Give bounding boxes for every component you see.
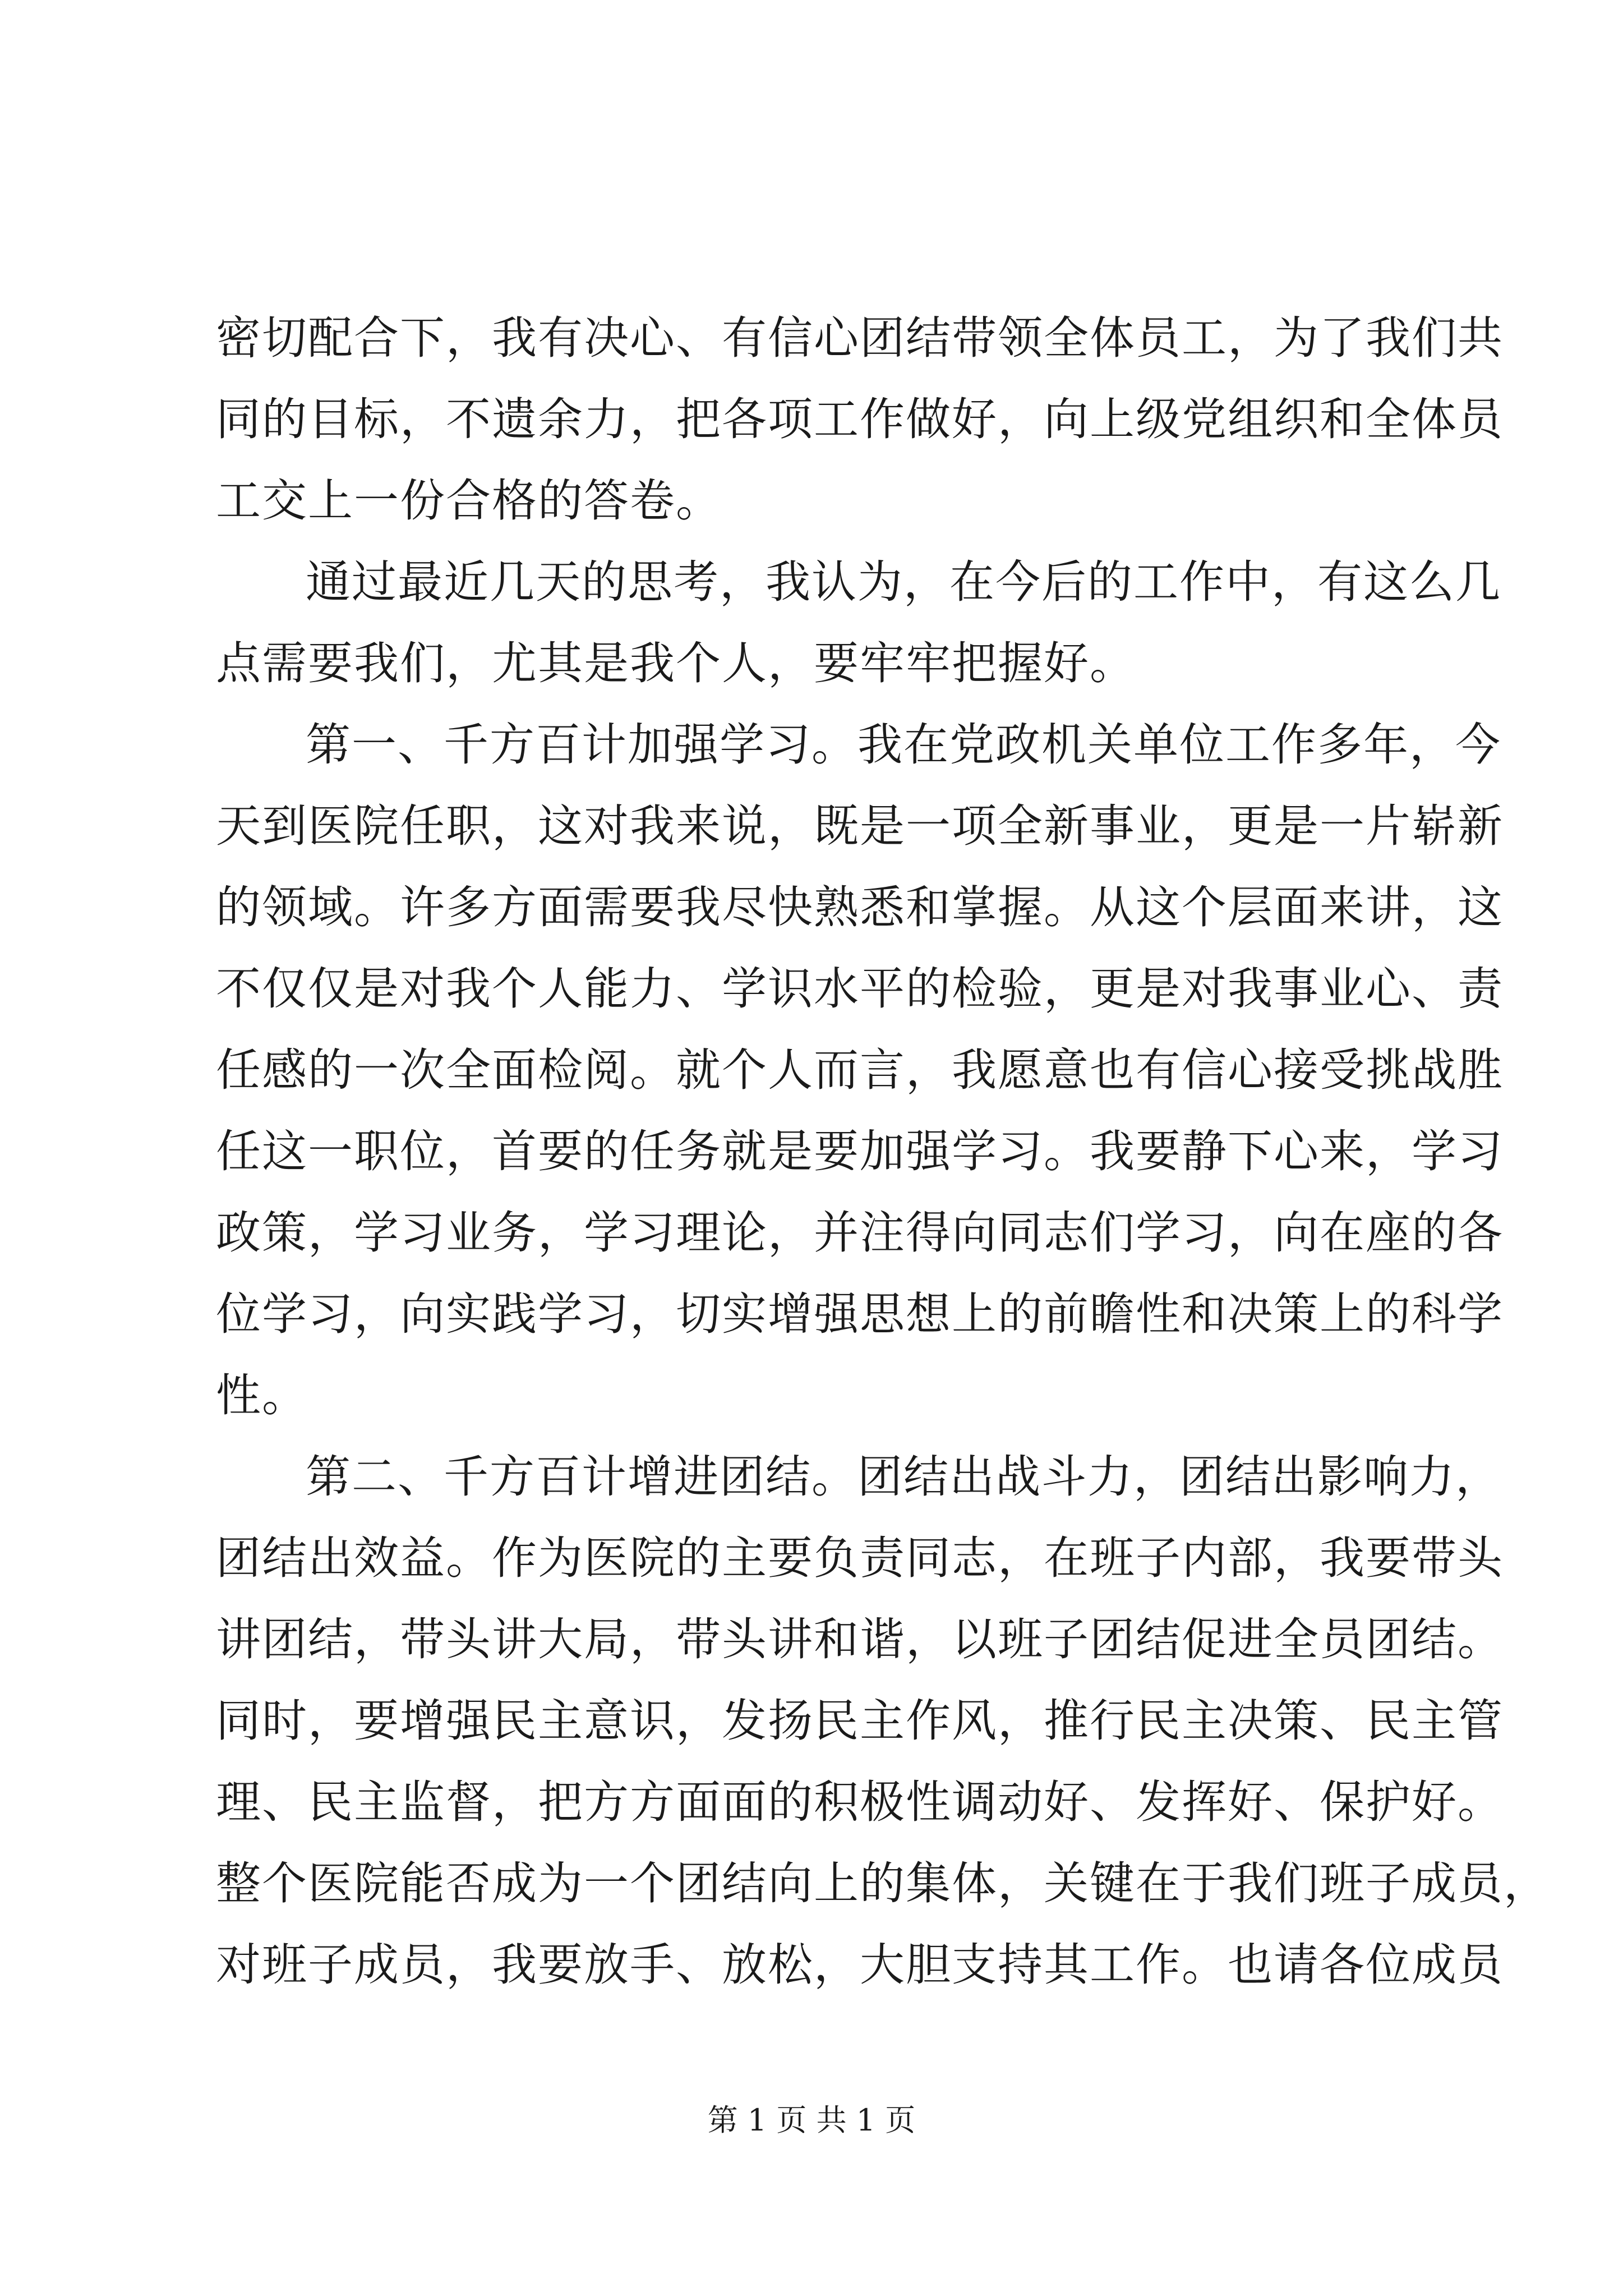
p3-line-3: 的领域。许多方面需要我尽快熟悉和掌握。从这个层面来讲，这 <box>216 881 1504 933</box>
p3-line-9: 性。 <box>216 1369 308 1421</box>
p4-line-2: 团结出效益。作为医院的主要负责同志，在班子内部，我要带头 <box>216 1532 1504 1584</box>
p4-line-5: 理、民主监督，把方方面面的积极性调动好、发挥好、保护好。 <box>216 1776 1504 1828</box>
page-number-footer: 第 1 页 共 1 页 <box>707 2102 916 2138</box>
p3-line-8: 位学习，向实践学习，切实增强思想上的前瞻性和决策上的科学 <box>216 1288 1504 1340</box>
p3-line-1: 第一、千方百计加强学习。我在党政机关单位工作多年，今 <box>306 719 1501 771</box>
p3-line-2: 天到医院任职，这对我来说，既是一项全新事业，更是一片崭新 <box>216 800 1504 852</box>
p1-line-3: 工交上一份合格的答卷。 <box>216 475 722 527</box>
p4-line-7: 对班子成员，我要放手、放松，大胆支持其工作。也请各位成员 <box>216 1939 1504 1991</box>
p3-line-4: 不仅仅是对我个人能力、学识水平的检验，更是对我事业心、责 <box>216 963 1504 1015</box>
p3-line-7: 政策，学习业务，学习理论，并注得向同志们学习，向在座的各 <box>216 1207 1504 1259</box>
p1-line-2: 同的目标，不遗余力，把各项工作做好，向上级党组织和全体员 <box>216 393 1504 445</box>
p3-line-6: 任这一职位，首要的任务就是要加强学习。我要静下心来，学习 <box>216 1125 1504 1177</box>
p4-line-6: 整个医院能否成为一个团结向上的集体，关键在于我们班子成员， <box>216 1857 1550 1910</box>
p2-line-1: 通过最近几天的思考，我认为，在今后的工作中，有这么几 <box>306 556 1501 608</box>
p1-line-1: 密切配合下，我有决心、有信心团结带领全体员工，为了我们共 <box>216 312 1504 364</box>
p3-line-5: 任感的一次全面检阅。就个人而言，我愿意也有信心接受挑战胜 <box>216 1044 1504 1096</box>
p4-line-1: 第二、千方百计增进团结。团结出战斗力，团结出影响力， <box>306 1451 1501 1503</box>
p2-line-2: 点需要我们，尤其是我个人，要牢牢把握好。 <box>216 637 1136 689</box>
p4-line-3: 讲团结，带头讲大局，带头讲和谐，以班子团结促进全员团结。 <box>216 1613 1504 1665</box>
p4-line-4: 同时，要增强民主意识，发扬民主作风，推行民主决策、民主管 <box>216 1695 1504 1747</box>
